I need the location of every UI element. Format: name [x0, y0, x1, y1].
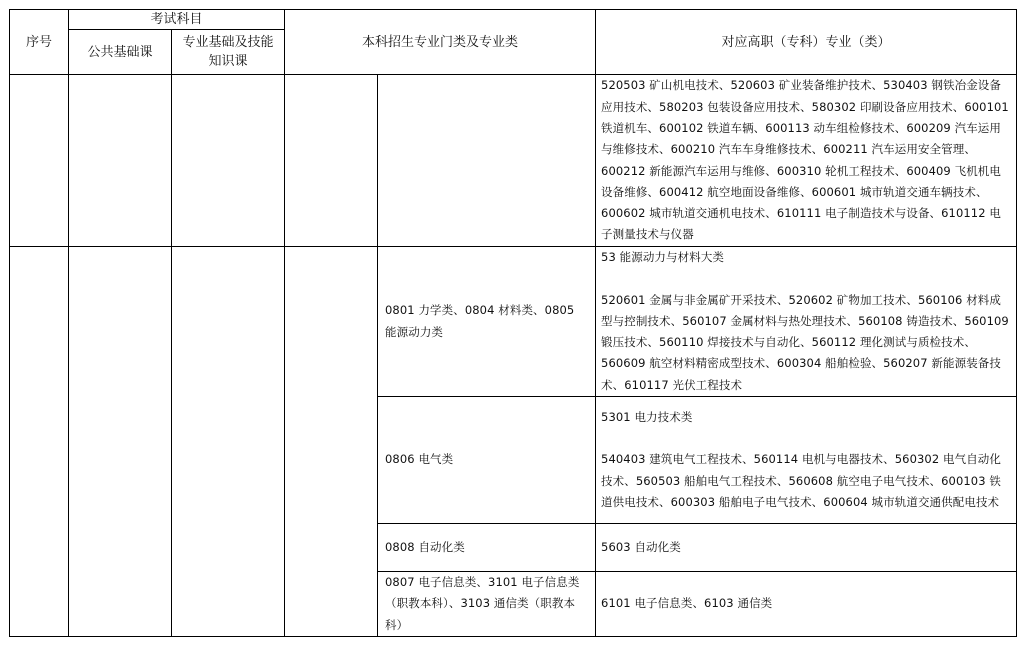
cell-professional-basic — [172, 247, 285, 637]
cell-vocational-majors: 6101 电子信息类、6103 通信类 — [596, 572, 1017, 637]
cell-vocational-majors: 5301 电力技术类 540403 建筑电气工程技术、560114 电机与电器技术、560302 电气自动化技术、560503 船舶电气工程技术、560608 航空电子电气技术、600103 铁道供电技术、600303 船舶电子电气技术、600604 城市轨道交通供配电技术 — [596, 397, 1017, 524]
cell-public-basic — [69, 75, 172, 247]
cell-vocational-majors: 53 能源动力与材料大类 520601 金属与非金属矿开采技术、520602 矿物加工技术、560106 材料成型与控制技术、560107 金属材料与热处理技术、560108 铸造技术、560109 锻压技术、560110 焊接技术与自动化、560112 理化测试与质检技术、560609 航空材料精密成型技术、600304 船舶检验、560207 新能源装备技术、610117 光伏工程技术 — [596, 247, 1017, 397]
cell-category: 0801 力学类、0804 材料类、0805 能源动力类 — [378, 247, 596, 397]
cell-vocational-majors: 5603 自动化类 — [596, 524, 1017, 572]
cell-category: 0807 电子信息类、3101 电子信息类（职教本科）、3103 通信类（职教本科） — [378, 572, 596, 637]
cell-public-basic — [69, 247, 172, 637]
cell-discipline — [285, 247, 378, 637]
header-serial: 序号 — [10, 10, 69, 75]
header-public-basic: 公共基础课 — [69, 30, 172, 75]
cell-vocational-majors: 520503 矿山机电技术、520603 矿业装备维护技术、530403 钢铁冶金设备应用技术、580203 包装设备应用技术、580302 印刷设备应用技术、600101 铁道机车、600102 铁道车辆、600113 动车组检修技术、600209 汽车运用与维修技术、600210 汽车车身维修技术、600211 汽车运用安全管理、600212 新能源汽车运用与维修、600310 轮机工程技术、600409 飞机机电设备维修、600412 航空地面设备维修、600601 城市轨道交通车辆技术、600602 城市轨道交通机电技术、610111 电子制造技术与设备、610112 电子测量技术与仪器 — [596, 75, 1017, 247]
cell-serial — [10, 247, 69, 637]
cell-category: 0808 自动化类 — [378, 524, 596, 572]
header-professional-basic: 专业基础及技能知识课 — [172, 30, 285, 75]
cell-category — [378, 75, 596, 247]
header-exam-subjects: 考试科目 — [69, 10, 285, 30]
cell-discipline — [285, 75, 378, 247]
header-vocational-major: 对应高职（专科）专业（类） — [596, 10, 1017, 75]
cell-serial — [10, 75, 69, 247]
header-undergrad-category: 本科招生专业门类及专业类 — [285, 10, 596, 75]
major-mapping-table — [9, 9, 1017, 637]
cell-category: 0806 电气类 — [378, 397, 596, 524]
cell-professional-basic — [172, 75, 285, 247]
